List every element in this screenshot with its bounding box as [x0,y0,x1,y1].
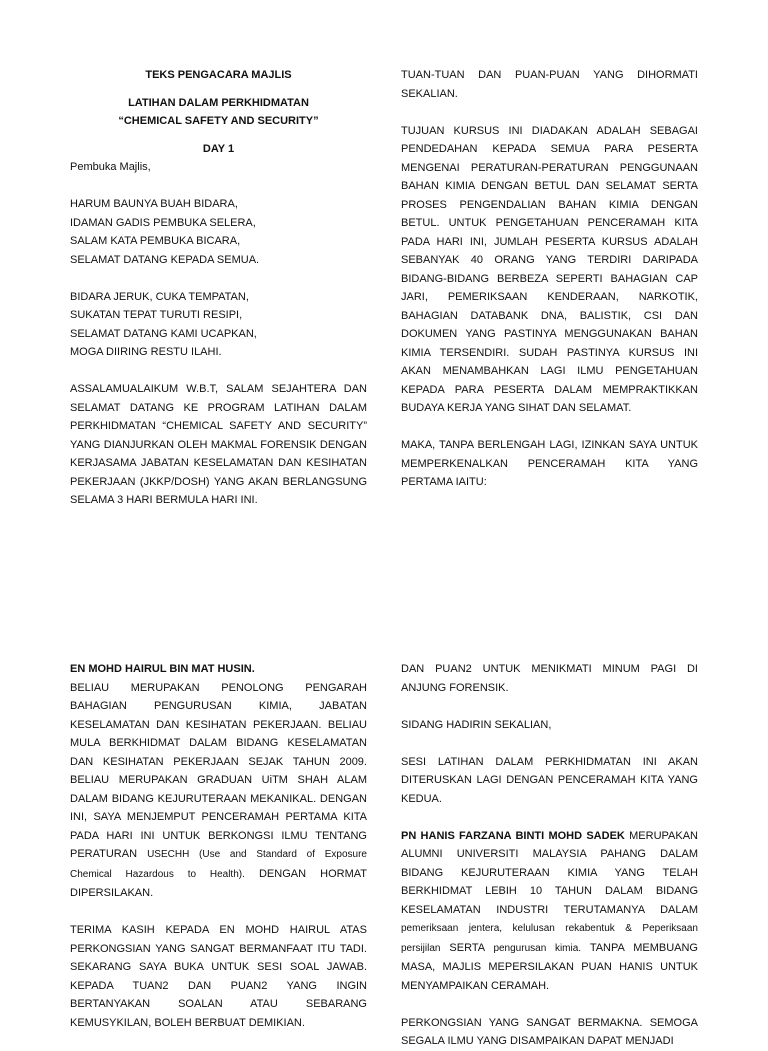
speaker2-bio-duties: pemeriksaan jentera, kelulusan rekabentuk & Peperiksaan persijilan [401,923,698,954]
training-subtitle: “CHEMICAL SAFETY AND SECURITY” [118,115,319,127]
document-title: TEKS PENGACARA MAJLIS [145,69,292,81]
speaker2-bio-chemical: pengurusan kimia. [493,942,582,954]
speaker2-name: PN HANIS FARZANA BINTI MOHD SADEK [401,829,625,842]
thanks-paragraph: TERIMA KASIH KEPADA EN MOHD HAIRUL ATAS PERKONGSIAN YANG SANGAT BERMANFAAT ITU TADI. SEKARANG SAYA BUKA UNTUK SESI SOAL JAWAB. KEPADA TUAN2 DAN PUAN2 YANG INGIN BERTANYAKAN SOALAN ATAU SEBARANG KEMUSYKILAN, BOLEH BERBUAT DEMIKIAN. [70,924,367,1029]
page2-left-column [70,660,367,1032]
introduction-paragraph: MAKA, TANPA BERLENGAH LAGI, IZINKAN SAYA UNTUK MEMPERKENALKAN PENCERAMAH KITA YANG PERTAMA IAITU: [401,439,698,488]
speaker1-bio-regulation: USECHH (Use and Standard of Exposure Chemical Hazardous to Health). [70,849,367,880]
page1-left-column [70,66,367,510]
pantun-line: HARUM BAUNYA BUAH BIDARA, [70,198,238,210]
speaker1-bio-invite: DENGAN HORMAT DIPERSILAKAN. [70,867,367,899]
pantun-line: SALAM KATA PEMBUKA BICARA, [70,235,241,247]
pantun-1 [70,195,367,269]
speaker2-bio-serta: SERTA [440,941,494,954]
pantun-line: MOGA DIIRING RESTU ILAHI. [70,346,222,358]
speaker2-bio-invite: TANPA MEMBUANG MASA, MAJLIS MEPERSILAKAN PUAN HANIS UNTUK MENYAMPAIKAN CERAMAH. [401,941,698,992]
speaker1-name: EN MOHD HAIRUL BIN MAT HUSIN. [70,663,255,675]
pantun-line: BIDARA JERUK, CUKA TEMPATAN, [70,290,249,303]
session-continue-paragraph: SESI LATIHAN DALAM PERKHIDMATAN INI AKAN DITERUSKAN LAGI DENGAN PENCERAMAH KITA YANG KEDUA. [401,755,698,805]
speaker1-bio [70,679,367,903]
speaker2-bio-text: MERUPAKAN ALUMNI UNIVERSITI MALAYSIA PAHANG DALAM BIDANG KEJURUTERAAN KIMIA YANG TELAH BERKHIDMAT LEBIH 10 TAHUN DALAM BIDANG KESELAMATAN INDUSTRI TERUTAMANYA DALAM [401,829,698,916]
greeting-paragraph: ASSALAMUALAIKUM W.B.T, SALAM SEJAHTERA DAN SELAMAT DATANG KE PROGRAM LATIHAN DALAM PERKHIDMATAN “CHEMICAL SAFETY AND SECURITY” YANG DIANJURKAN OLEH MAKMAL FORENSIK DENGAN KERJASAMA JABATAN KESELAMATAN DAN KESIHATAN PEKERJAAN (JKKP/DOSH) YANG AKAN BERLANGSUNG SELAMA 3 HARI BERMULA HARI INI. [70,383,367,506]
speaker1-bio-text: BELIAU MERUPAKAN PENOLONG PENGARAH BAHAGIAN PENGURUSAN KIMIA, JABATAN KESELAMATAN DAN KESIHATAN PEKERJAAN. BELIAU MULA BERKHIDMAT DALAM BIDANG KESELAMATAN DAN KESIHATAN PEKERJAAN SEJAK TAHUN 2009. BELIAU MERUPAKAN GRADUAN UiTM SHAH ALAM DALAM BIDANG KEJURUTERAAN MEKANIKAL. DENGAN INI, SAYA MENJEMPUT PENCERAMAH PERTAMA KITA PADA HARI INI UNTUK BERKONGSI ILMU TENTANG PERATURAN [70,681,367,860]
pantun-line: SUKATAN TEPAT TURUTI RESIPI, [70,309,243,321]
page1-right-column [401,66,698,492]
pantun-2 [70,288,367,362]
pantun-line: SELAMAT DATANG KEPADA SEMUA. [70,253,260,266]
closing-paragraph: PERKONGSIAN YANG SANGAT BERMAKNA. SEMOGA SEGALA ILMU YANG DISAMPAIKAN DAPAT MENJADI [401,1016,698,1047]
audience-greeting: SIDANG HADIRIN SEKALIAN, [401,718,552,731]
pantun-line: IDAMAN GADIS PEMBUKA SELERA, [70,216,256,229]
day-label: DAY 1 [202,142,235,155]
honorific-paragraph: TUAN-TUAN DAN PUAN-PUAN YANG DIHORMATI SEKALIAN. [401,69,698,100]
refreshment-paragraph: DAN PUAN2 UNTUK MENIKMATI MINUM PAGI DI ANJUNG FORENSIK. [401,663,698,694]
course-purpose-paragraph: TUJUAN KURSUS INI DIADAKAN ADALAH SEBAGAI PENDEDAHAN KEPADA SEMUA PARA PESERTA MENGENAI PERATURAN-PERATURAN PENGGUNAAN BAHAN KIMIA DENGAN BETUL DAN SELAMAT SERTA PROSES PENGENDALIAN BAHAN KIMIA DENGAN BETUL. UNTUK PENGETAHUAN PENCERAMAH KITA PADA HARI INI, JUMLAH PESERTA KURSUS ADALAH SEBANYAK 40 ORANG YANG TERDIRI DARIPADA BIDANG-BIDANG BERBEZA SEPERTI BAHAGIAN CAP JARI, PEMERIKSAAN KENDERAAN, NARKOTIK, BAHAGIAN DATABANK DNA, BALISTIK, CSI DAN DOKUMEN YANG PASTINYA MENGGUNAKAN BAHAN KIMIA TERSENDIRI. SUDAH PASTINYA KURSUS INI AKAN MENAMBAHKAN LAGI ILMU PENGETAHUAN KEPADA PARA PESERTA DALAM MEMPRAKTIKKAN BUDAYA KERJA YANG SIHAT DAN SELAMAT. [401,124,698,414]
opener-line: Pembuka Majlis, [70,161,151,173]
training-title: LATIHAN DALAM PERKHIDMATAN [128,96,309,109]
speaker2-bio [401,827,698,996]
pantun-line: SELAMAT DATANG KAMI UCAPKAN, [70,327,257,340]
page2-right-column [401,660,698,1051]
